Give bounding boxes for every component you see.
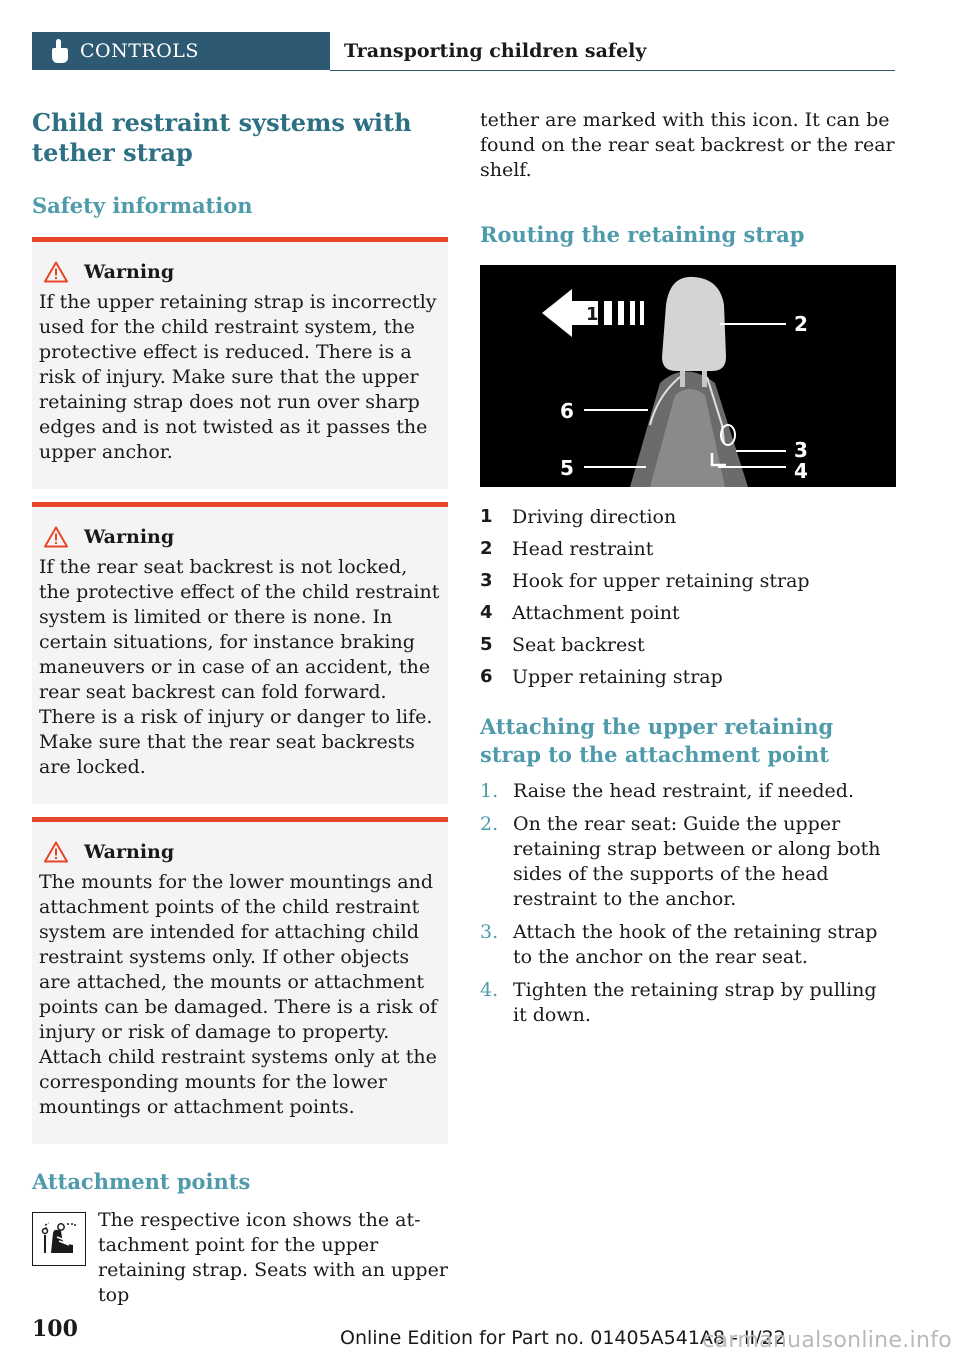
warning-box <box>32 817 448 1144</box>
left-column <box>32 108 448 1308</box>
step-number: 2. <box>480 813 499 835</box>
safety-heading: Safety information <box>32 193 253 218</box>
step-item <box>480 779 896 804</box>
legend-label: Driving direction <box>512 506 677 528</box>
step-text: Attach the hook of the retaining strap to the anchor on the rear seat. <box>513 921 878 968</box>
attachment-heading: Attachment points <box>32 1169 251 1194</box>
legend-label: Seat backrest <box>512 634 645 656</box>
legend-number: 5 <box>480 634 493 655</box>
strap-routing-figure <box>480 265 896 487</box>
legend-label: Upper retaining strap <box>512 666 723 688</box>
legend-item <box>480 661 896 693</box>
warning-text: If the upper retaining strap is incorrectly used for the child restraint system, the protective effect is reduced. There is a risk of injury. Make sure that the upper retaining strap does not run over sharp edges and is not twisted as it passes the upper anchor. <box>39 291 437 463</box>
section-label: CONTROLS <box>80 40 199 62</box>
attaching-heading: Attaching the upper retaining strap to the attachment point <box>480 714 834 767</box>
figure-label-5: 5 <box>560 456 574 480</box>
step-text: Raise the head restraint, if needed. <box>513 780 854 802</box>
warning-text: The mounts for the lower mountings and attachment points of the child restraint system are intended for attaching child restraint systems only. If other objects are attached, the mounts or attachment points can be damaged. There is a risk of injury or risk of damage to property. Attach child restraint systems only at the corresponding mounts for the lower mountings or attachment points. <box>39 871 438 1118</box>
warning-box <box>32 237 448 489</box>
figure-label-2: 2 <box>794 312 808 336</box>
step-item <box>480 812 896 912</box>
page-number: 100 <box>32 1316 78 1342</box>
figure-legend <box>480 501 896 693</box>
legend-number: 4 <box>480 602 493 623</box>
routing-heading: Routing the retaining strap <box>480 222 805 247</box>
step-number: 3. <box>480 921 499 943</box>
warning-title: Warning <box>84 526 175 548</box>
warning-triangle-icon <box>44 841 68 863</box>
step-number: 4. <box>480 979 499 1001</box>
step-number: 1. <box>480 780 499 802</box>
legend-number: 1 <box>480 506 493 527</box>
figure-label-3: 3 <box>794 438 808 462</box>
figure-label-4: 4 <box>794 459 808 483</box>
hand-pointer-icon <box>46 37 72 65</box>
warning-title: Warning <box>84 261 175 283</box>
legend-label: Head restraint <box>512 538 654 560</box>
step-text: Tighten the retaining strap by pulling it down. <box>513 979 877 1026</box>
right-column <box>480 108 896 1036</box>
warning-title: Warning <box>84 841 175 863</box>
legend-item <box>480 629 896 661</box>
child-seat-tether-icon <box>32 1212 86 1266</box>
legend-item <box>480 533 896 565</box>
legend-number: 6 <box>480 666 493 687</box>
strap-routing-illustration <box>480 265 896 487</box>
warning-box <box>32 502 448 804</box>
legend-label: Attachment point <box>512 602 680 624</box>
step-item <box>480 920 896 970</box>
figure-label-6: 6 <box>560 399 574 423</box>
figure-label-1: 1 <box>586 304 599 325</box>
legend-item <box>480 597 896 629</box>
legend-number: 3 <box>480 570 493 591</box>
legend-number: 2 <box>480 538 493 559</box>
warning-triangle-icon <box>44 261 68 283</box>
warning-text: If the rear seat backrest is not locked, the protective effect of the child restraint system is limited or there is none. In certain situations, for instance braking maneuvers or in case of an accident, the rear seat backrest can fold forward. There is a risk of injury or danger to life. Make sure that the rear seat backrests are locked. <box>39 556 440 778</box>
warning-triangle-icon <box>44 526 68 548</box>
legend-item <box>480 565 896 597</box>
legend-label: Hook for upper retaining strap <box>512 570 810 592</box>
chapter-title: Transporting children safely <box>344 40 647 62</box>
attachment-info <box>32 1208 448 1308</box>
edition-footer: Online Edition for Part no. 01405A541A8 - II/22 <box>340 1327 786 1349</box>
step-text: On the rear seat: Guide the upper retaining strap between or along both sides of the supports of the head restraint to the anchor. <box>513 813 881 910</box>
attachment-text: The respective icon shows the attachment point for the upper retaining strap. Seats with an upper top <box>98 1209 448 1306</box>
watermark-link[interactable]: carmanualsonline.info <box>702 1328 952 1353</box>
section-tab <box>32 32 330 70</box>
page-header <box>32 32 895 72</box>
legend-item <box>480 501 896 533</box>
continuation-text: tether are marked with this icon. It can be found on the rear seat backrest or the rear shelf. <box>480 109 895 181</box>
step-item <box>480 978 896 1028</box>
steps-list <box>480 779 896 1028</box>
chapter-title-bar <box>330 32 895 71</box>
page-title: Child restraint systems with tether strap <box>32 108 412 167</box>
